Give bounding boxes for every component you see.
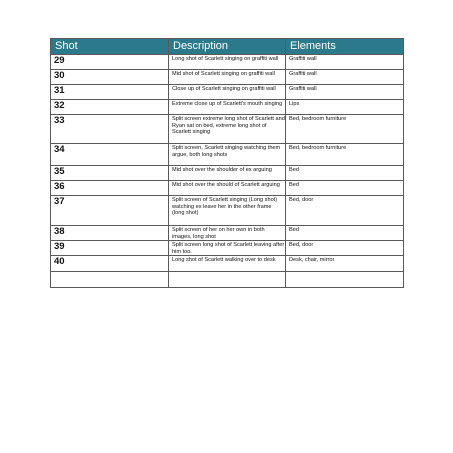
shot-number: 31 bbox=[51, 85, 169, 100]
header-elements: Elements bbox=[286, 39, 404, 55]
shot-description: Split screen, Scarlett singing watching them argue, both long shots bbox=[169, 144, 286, 166]
shot-elements: Bed, bedroom furniture bbox=[286, 115, 404, 144]
shot-description: Split screen long shot of Scarlett leaving after him too. bbox=[169, 241, 286, 256]
shot-number: 38 bbox=[51, 226, 169, 241]
shot-elements: Bed, bedroom furniture bbox=[286, 144, 404, 166]
shot-number: 37 bbox=[51, 196, 169, 226]
table-row bbox=[51, 272, 404, 288]
shot-number: 29 bbox=[51, 55, 169, 70]
shot-elements: Bed, door bbox=[286, 196, 404, 226]
table-row bbox=[51, 196, 404, 226]
table-row bbox=[51, 85, 404, 100]
shot-number: 30 bbox=[51, 70, 169, 85]
shot-description: Split screen extreme long shot of Scarlett and Ryan sat on bed, extreme long shot of Scarlett singing bbox=[169, 115, 286, 144]
shot-description: Split screen of her on her own in both images, long shot bbox=[169, 226, 286, 241]
shot-number: 35 bbox=[51, 166, 169, 181]
shot-number bbox=[51, 272, 169, 288]
shot-elements: Bed, door bbox=[286, 241, 404, 256]
shot-number: 36 bbox=[51, 181, 169, 196]
shot-description: Long shot of Scarlett walking over to desk bbox=[169, 256, 286, 272]
shot-description: Mid shot over the shoulder of ex arguing bbox=[169, 166, 286, 181]
table-row bbox=[51, 241, 404, 256]
shot-elements: Bed bbox=[286, 166, 404, 181]
shot-elements: Bed bbox=[286, 226, 404, 241]
shot-number: 33 bbox=[51, 115, 169, 144]
header-shot: Shot bbox=[51, 39, 169, 55]
shot-number: 39 bbox=[51, 241, 169, 256]
shot-elements: Desk, chair, mirror bbox=[286, 256, 404, 272]
shot-elements: Bed bbox=[286, 181, 404, 196]
table-row bbox=[51, 115, 404, 144]
table-row bbox=[51, 226, 404, 241]
shot-description: Long shot of Scarlett singing on graffiti wall bbox=[169, 55, 286, 70]
table-row bbox=[51, 166, 404, 181]
header-description: Description bbox=[169, 39, 286, 55]
shot-elements: Graffiti wall bbox=[286, 85, 404, 100]
shot-description bbox=[169, 272, 286, 288]
shot-description: Extreme close up of Scarlett's mouth singing bbox=[169, 100, 286, 115]
shot-number: 32 bbox=[51, 100, 169, 115]
table-row bbox=[51, 55, 404, 70]
table-header-row bbox=[51, 39, 404, 55]
shot-list-table bbox=[50, 38, 404, 288]
shot-description: Mid shot of Scarlett singing on graffiti wall bbox=[169, 70, 286, 85]
shot-description: Split screen of Scarlett singing (Long shot) watching ex leave her in the other frame (long shot) bbox=[169, 196, 286, 226]
shot-elements: Graffiti wall bbox=[286, 70, 404, 85]
table-row bbox=[51, 100, 404, 115]
shot-description: Close up of Scarlett singing on graffiti wall bbox=[169, 85, 286, 100]
shot-number: 40 bbox=[51, 256, 169, 272]
shot-elements bbox=[286, 272, 404, 288]
shot-elements: Lips bbox=[286, 100, 404, 115]
table-row bbox=[51, 70, 404, 85]
table-row bbox=[51, 181, 404, 196]
shot-description: Mid shot over the should of Scarlett arguing bbox=[169, 181, 286, 196]
table-row bbox=[51, 256, 404, 272]
shot-number: 34 bbox=[51, 144, 169, 166]
table-row bbox=[51, 144, 404, 166]
shot-elements: Graffiti wall bbox=[286, 55, 404, 70]
